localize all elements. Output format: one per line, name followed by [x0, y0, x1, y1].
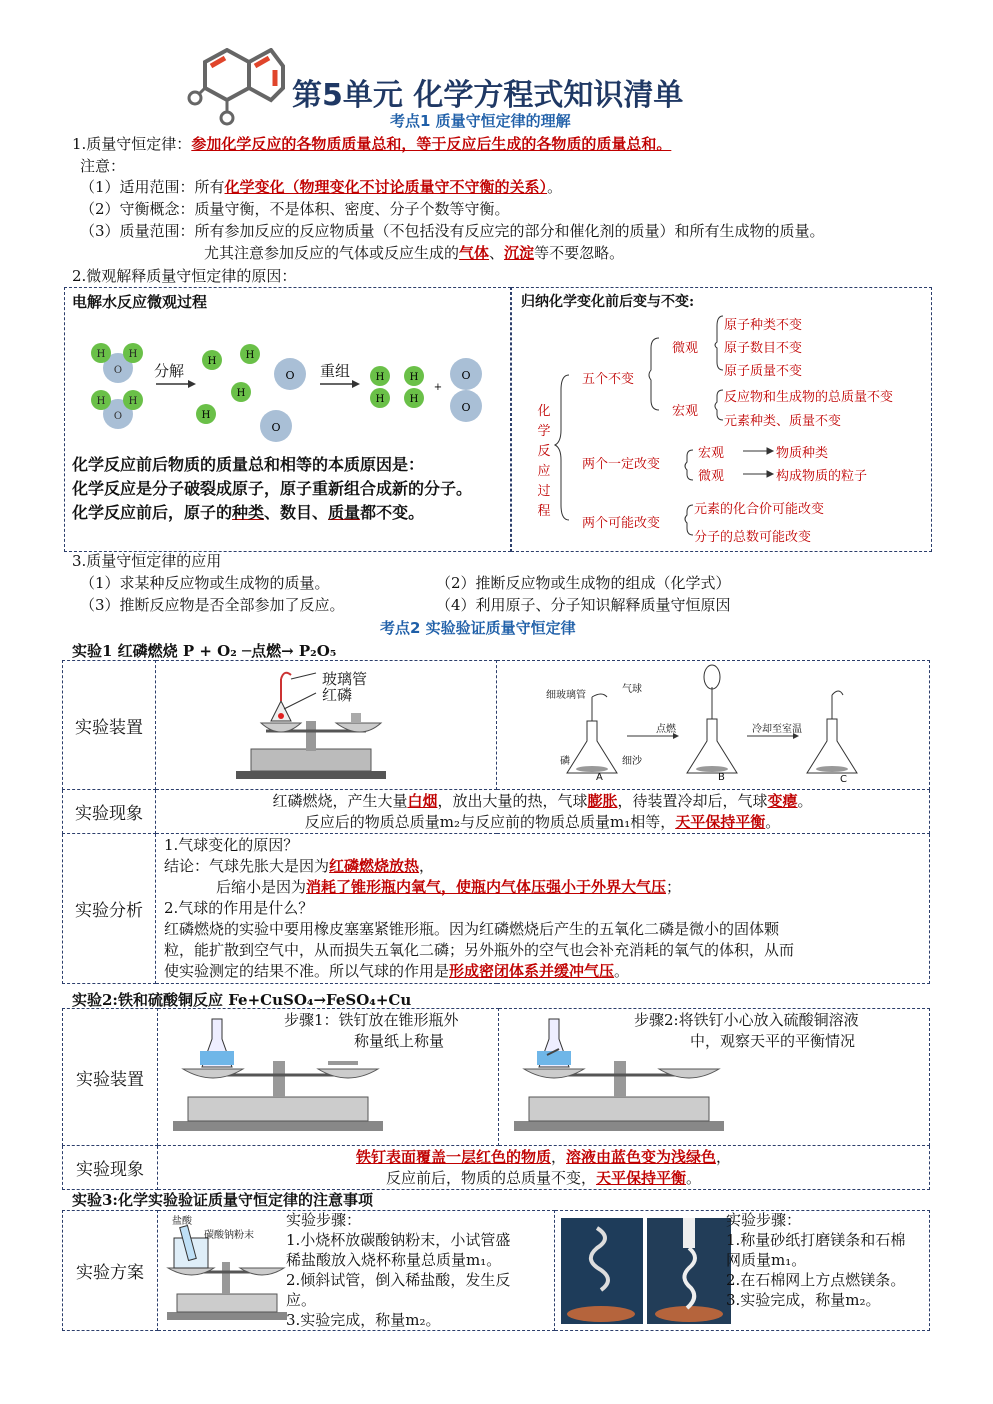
essence-line-2: 化学反应是分子破裂成原子，原子重新组合成新的分子。: [72, 479, 473, 498]
page-title: 第5单元 化学方程式知识清单: [292, 78, 684, 113]
exp2-phen-label: 实验现象: [63, 1146, 158, 1190]
exp1-phen-line-1: [156, 791, 929, 812]
exp1-phen-2a: 反应后的物质总质量m₂与反应前的物质总质量m₁相等，: [304, 812, 676, 831]
svg-text:O: O: [461, 369, 471, 382]
label-C: C: [840, 774, 847, 785]
tree-b1-micro-2: 原子质量不变: [724, 364, 803, 379]
tree-b1-macro-1: 元素种类、质量不变: [724, 414, 842, 429]
exp3-right-step-1b: 网质量m₁。: [726, 1251, 807, 1269]
note-3b-answer-precipitate: 沉淀: [504, 244, 535, 262]
exp1-phen-label: 实验现象: [63, 790, 156, 834]
exp2-step1-line-a: 步骤1：铁钉放在锥形瓶外: [284, 1011, 459, 1029]
ana-p3-answer: 形成密闭体系并缓冲气压: [449, 962, 615, 980]
app-1: （1）求某种反应物或生成物的质量。: [80, 574, 330, 592]
exp2-phen-end: ，: [716, 1147, 732, 1166]
water-electrolysis-diagram: [84, 334, 494, 444]
ana-c1a: 结论：气球先胀大是因为: [164, 857, 330, 875]
tree-b3: 两个可能改变: [582, 516, 661, 531]
label-red-phosphorus: 红磷: [322, 686, 353, 704]
exp2-phen-balance: 天平保持平衡: [595, 1168, 686, 1187]
exp2-title: 实验2:铁和硫酸铜反应 Fe+CuSO₄→FeSO₄+Cu: [72, 991, 412, 1009]
exp1-ana-cell: [156, 834, 930, 984]
essence-3-mass: 质量: [328, 503, 361, 522]
tree-b1-micro-0: 原子种类不变: [724, 318, 803, 333]
arrow-label-decompose: 分解: [154, 362, 185, 380]
exp1-device-label: 实验装置: [63, 661, 156, 790]
tree-b1-macro: 宏观: [672, 404, 699, 419]
note-label: 注意：: [80, 157, 126, 175]
exp2-phen-line-2: [158, 1168, 929, 1189]
exp3-right-steps-title: 实验步骤：: [726, 1211, 802, 1229]
exp3-label-hcl: 盐酸: [172, 1216, 192, 1227]
ana-c1-answer: 红磷燃烧放热: [329, 857, 420, 875]
note-1-answer: 化学变化（物理变化不讨论质量守不守衡的关系）: [224, 178, 548, 196]
exp2-phen-red-coating: 铁钉表面覆盖一层红色的物质: [355, 1147, 551, 1166]
ana-c2b: ；: [666, 878, 682, 896]
ana-c2a: 后缩小是因为: [216, 878, 307, 896]
exp1-ana-label: 实验分析: [63, 834, 156, 984]
svg-text:H: H: [375, 372, 385, 383]
exp3-title: 实验3:化学实验验证质量守恒定律的注意事项: [72, 1191, 373, 1209]
ana-c1b: ，: [419, 857, 435, 875]
ana-p3: [164, 961, 929, 982]
svg-text:H: H: [409, 394, 419, 405]
exp1-phen-1d: 。: [797, 791, 813, 810]
exp3-right-steps: [726, 1210, 905, 1310]
ana-p3b: 。: [614, 962, 630, 980]
note-3b-prefix: 尤其注意参加反应的气体或反应生成的: [204, 244, 460, 262]
label-balloon: 气球: [622, 684, 642, 695]
kp2-title: 考点2 实验验证质量守恒定律: [380, 619, 576, 637]
exp1-phen-2b: 。: [765, 812, 781, 831]
exp1-device-abc-cell: [497, 661, 930, 790]
exp3-right-step-2: 2.在石棉网上方点燃镁条。: [726, 1271, 906, 1289]
svg-text:H: H: [128, 396, 138, 407]
law-line: [72, 134, 671, 155]
note-3b-answer-gas: 气体: [459, 244, 490, 262]
tree-b2-v1: 构成物质的粒子: [776, 469, 868, 484]
tree-b3-0: 元素的化合价可能改变: [694, 502, 825, 517]
svg-text:H: H: [201, 410, 211, 421]
exp3-left-steps-title: 实验步骤：: [286, 1211, 362, 1229]
essence-3-suffix: 都不变。: [360, 503, 425, 522]
ana-q2: 2.气球的作用是什么？: [164, 899, 314, 917]
exp3-right-step-1: 1.称量砂纸打磨镁条和石棉: [726, 1231, 906, 1249]
app-2: （2）推断反应物或生成物的组成（化学式）: [436, 574, 731, 592]
exp3-left-steps: [286, 1210, 510, 1330]
exp1-phen-1b: ，放出大量的热，气球: [437, 791, 588, 810]
exp1-phen-1c: ，待装置冷却后，气球: [617, 791, 768, 810]
law-answer: 参加化学反应的各物质质量总和，等于反应后生成的各物质的质量总和。: [191, 135, 672, 153]
micro-title: 2.微观解释质量守恒定律的原因：: [72, 267, 297, 285]
exp2-phen-sep: ，: [550, 1147, 566, 1166]
ana-c2: [164, 877, 929, 898]
svg-text:O: O: [113, 411, 123, 422]
svg-text:O: O: [113, 365, 123, 376]
exp3-left-step-3: 3.实验完成，称量m₂。: [286, 1311, 441, 1329]
exp1-phen-cell: [156, 790, 930, 834]
label-ignite: 点燃: [656, 724, 676, 735]
arrow-label-recombine: 重组: [320, 362, 351, 380]
kp1-title: 考点1 质量守恒定律的理解: [390, 112, 571, 130]
exp1-phen-deflate: 变瘪: [767, 791, 798, 810]
note-3b-sep: 、: [489, 244, 505, 262]
svg-text:H: H: [409, 372, 419, 383]
exp2-step1-line-b: 称量纸上称量: [354, 1032, 445, 1050]
note-1-prefix: （1）适用范围：所有: [80, 178, 225, 196]
essence-line-3: [72, 501, 502, 525]
svg-text:H: H: [245, 350, 255, 361]
exp3-plan-label: 实验方案: [63, 1211, 158, 1331]
note-3a: （3）质量范围：所有参加反应的反应物质量（不包括没有反应完的部分和催化剂的质量）和所有生成物的质量。: [80, 222, 825, 240]
law-prefix: 1.质量守恒定律：: [72, 135, 192, 153]
svg-text:O: O: [461, 401, 471, 414]
exp3-left-step-1: 1.小烧杯放碳酸钠粉末，小试管盛: [286, 1231, 511, 1249]
ana-c2-answer: 消耗了锥形瓶内氧气，使瓶内气体压强小于外界大气压: [306, 878, 667, 896]
summary-title: 归纳化学变化前后变与不变:: [521, 294, 695, 310]
svg-text:H: H: [96, 349, 106, 360]
ana-p3a: 使实验测定的结果不准。所以气球的作用是: [164, 962, 450, 980]
exp3-left-step-2: 2.倾斜试管，倒入稀盐酸，发生反: [286, 1271, 511, 1289]
svg-text:O: O: [271, 421, 281, 434]
svg-text:H: H: [207, 356, 217, 367]
label-cool: 冷却至室温: [752, 724, 802, 735]
exp3-right-step-3: 3.实验完成，称量m₂。: [726, 1291, 881, 1309]
exp2-phen-2a: 反应前后，物质的总质量不变，: [385, 1168, 596, 1187]
exp3-left-step-1b: 稀盐酸放入烧杯称量总质量m₁。: [286, 1251, 502, 1269]
electrolysis-title: 电解水反应微观过程: [72, 293, 208, 311]
exp2-step2-line-b: 中，观察天平的平衡情况: [690, 1032, 856, 1050]
label-glass-tube-text: 玻璃管: [322, 670, 368, 688]
app-4: （4）利用原子、分子知识解释质量守恒原因: [436, 596, 731, 614]
exp1-table: [62, 660, 930, 984]
exp1-phen-1a: 红磷燃烧，产生大量: [272, 791, 408, 810]
essence-3-prefix: 化学反应前后，原子的: [72, 503, 233, 522]
ana-p1: 红磷燃烧的实验中要用橡皮塞塞紧锥形瓶。因为红磷燃烧后产生的五氧化二磷是微小的固体颗: [164, 920, 780, 938]
tree-b2-k1: 微观: [698, 469, 725, 484]
exp1-phen-white-smoke: 白烟: [407, 791, 438, 810]
exp1-phen-line-2: [156, 812, 929, 833]
exp1-phen-expand: 膨胀: [587, 791, 618, 810]
exp1-title: 实验1 红磷燃烧 P + O₂ ─点燃→ P₂O₅: [72, 642, 337, 660]
exp2-step2-text: [634, 1010, 859, 1052]
exp2-phen-2b: 。: [686, 1168, 702, 1187]
note-3b: [204, 243, 624, 264]
tree-b2-k0: 宏观: [698, 446, 725, 461]
tree-b1: 五个不变: [582, 372, 635, 387]
svg-text:H: H: [236, 388, 246, 399]
app-title: 3.质量守恒定律的应用: [72, 552, 222, 570]
tree-b1-micro-1: 原子数目不变: [724, 341, 803, 356]
svg-text:H: H: [128, 349, 138, 360]
ana-q1: 1.气球变化的原因？: [164, 836, 299, 854]
note-1: [80, 177, 562, 198]
tree-b3-1: 分子的总数可能改变: [694, 530, 812, 545]
app-3: （3）推断反应物是否全部参加了反应。: [80, 596, 345, 614]
tree-b2-v0: 物质种类: [776, 446, 829, 461]
label-B: B: [718, 772, 725, 783]
essence-3-mid: 、数目、: [264, 503, 329, 522]
label-sand: 细沙: [622, 756, 642, 767]
note-2: （2）守衡概念：质量守衡，不是体积、密度、分子个数等守衡。: [80, 200, 510, 218]
exp2-phen-cell: [158, 1146, 930, 1190]
label-A: A: [596, 772, 603, 783]
tree-root: 化学反应过程: [537, 404, 551, 519]
svg-text:H: H: [375, 394, 385, 405]
ana-p2: 粒，能扩散到空气中，从而损失五氧化二磷；另外瓶外的空气也会补充消耗的氧气的体积，从而: [164, 941, 795, 959]
benzene-logo-icon: [185, 48, 285, 128]
ana-c1: [164, 856, 929, 877]
tree-b2: 两个一定改变: [582, 457, 661, 472]
exp3-left-step-2b: 应。: [286, 1291, 317, 1309]
exp2-phen-line-1: [158, 1147, 929, 1168]
exp2-step2-line-a: 步骤2:将铁钉小心放入硫酸铜溶液: [634, 1011, 859, 1029]
svg-text:O: O: [285, 369, 295, 382]
tree-b1-micro: 微观: [672, 341, 699, 356]
tree-b1-macro-0: 反应物和生成物的总质量不变: [724, 390, 894, 405]
essence-3-kind: 种类: [232, 503, 265, 522]
exp1-phen-balance: 天平保持平衡: [675, 812, 766, 831]
exp2-phen-color-change: 溶液由蓝色变为浅绿色: [566, 1147, 717, 1166]
label-phosphorus: 磷: [560, 756, 570, 767]
note-1-suffix: 。: [547, 178, 563, 196]
magnesium-ribbon-photo: [561, 1218, 731, 1324]
label-thin-tube: 细玻璃管: [546, 690, 586, 701]
svg-text:+: +: [433, 382, 443, 393]
essence-line-1: 化学反应前后物质的质量总和相等的本质原因是：: [72, 455, 425, 474]
exp3-label-carbonate: 碳酸钠粉末: [204, 1230, 254, 1241]
exp2-device-label: 实验装置: [63, 1009, 158, 1146]
svg-text:H: H: [96, 396, 106, 407]
note-3b-suffix: 等不要忽略。: [534, 244, 625, 262]
essence-block: [72, 453, 502, 525]
exp2-step1-text: [284, 1010, 459, 1052]
